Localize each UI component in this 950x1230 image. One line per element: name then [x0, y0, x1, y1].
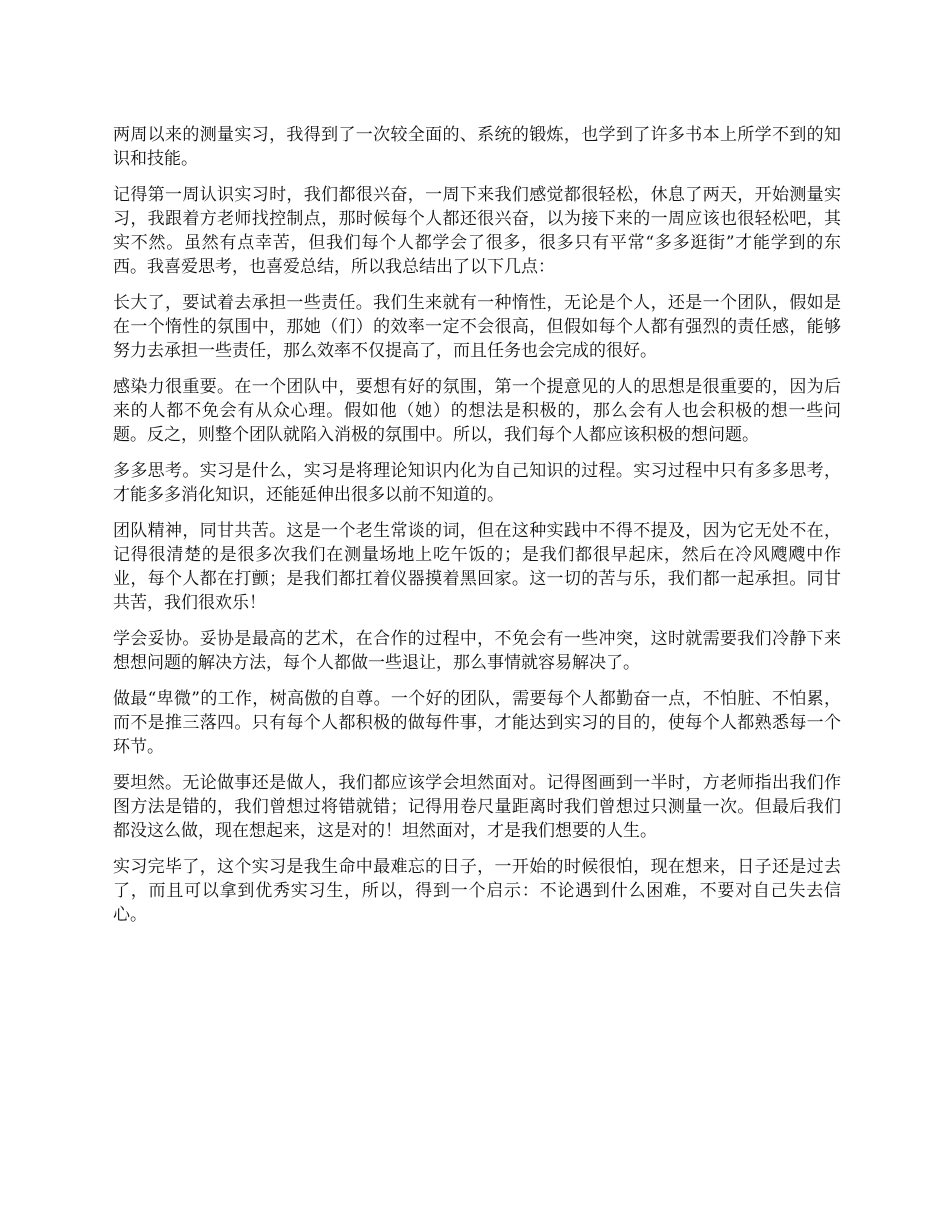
paragraph-intro: 两周以来的测量实习，我得到了一次较全面的、系统的锻炼，也学到了许多书本上所学不到的知识和技能。	[113, 125, 841, 169]
document-body	[113, 123, 841, 939]
paragraph-influence: 感染力很重要。在一个团队中，要想有好的氛围，第一个提意见的人的思想是很重要的，因为后来的人都不免会有从众心理。假如他（她）的想法是积极的，那么会有人也会积极的想一些问题。反之，则整个团队就陷入消极的氛围中。所以，我们每个人都应该积极的想问题。	[113, 377, 841, 445]
paragraph-think-more: 多多思考。实习是什么，实习是将理论知识内化为自己知识的过程。实习过程中只有多多思考，才能多多消化知识，还能延伸出很多以前不知道的。	[113, 461, 841, 505]
paragraph-first-week: 记得第一周认识实习时，我们都很兴奋，一周下来我们感觉都很轻松，休息了两天，开始测量实习，我跟着方老师找控制点，那时候每个人都还很兴奋，以为接下来的一周应该也很轻松吧，其实不然。虽然有点幸苦，但我们每个人都学会了很多，很多只有平常“多多逛街”才能学到的东西。我喜爱思考，也喜爱总结，所以我总结出了以下几点：	[113, 185, 841, 277]
paragraph-conclusion: 实习完毕了，这个实习是我生命中最难忘的日子，一开始的时候很怕，现在想来，日子还是过去了，而且可以拿到优秀实习生，所以，得到一个启示：不论遇到什么困难，不要对自己失去信心。	[113, 857, 841, 925]
paragraph-humble-work: 做最“卑微”的工作，树高傲的自尊。一个好的团队，需要每个人都勤奋一点，不怕脏、不怕累，而不是推三落四。只有每个人都积极的做每件事，才能达到实习的目的，使每个人都熟悉每一个环节。	[113, 689, 841, 757]
paragraph-responsibility: 长大了，要试着去承担一些责任。我们生来就有一种惰性，无论是个人，还是一个团队，假如是在一个惰性的氛围中，那她（们）的效率一定不会很高，但假如每个人都有强烈的责任感，能够努力去承担一些责任，那么效率不仅提高了，而且任务也会完成的很好。	[113, 293, 841, 361]
paragraph-team-spirit: 团队精神，同甘共苦。这是一个老生常谈的词，但在这种实践中不得不提及，因为它无处不在，记得很清楚的是很多次我们在测量场地上吃午饭的；是我们都很早起床，然后在冷风飕飕中作业，每个人都在打颤；是我们都扛着仪器摸着黑回家。这一切的苦与乐，我们都一起承担。同甘共苦，我们很欢乐！	[113, 521, 841, 613]
paragraph-compromise: 学会妥协。妥协是最高的艺术，在合作的过程中，不免会有一些冲突，这时就需要我们冷静下来想想问题的解决方法，每个人都做一些退让，那么事情就容易解决了。	[113, 629, 841, 673]
paragraph-composure: 要坦然。无论做事还是做人，我们都应该学会坦然面对。记得图画到一半时，方老师指出我们作图方法是错的，我们曾想过将错就错；记得用卷尺量距离时我们曾想过只测量一次。但最后我们都没这么做，现在想起来，这是对的！坦然面对，才是我们想要的人生。	[113, 773, 841, 841]
